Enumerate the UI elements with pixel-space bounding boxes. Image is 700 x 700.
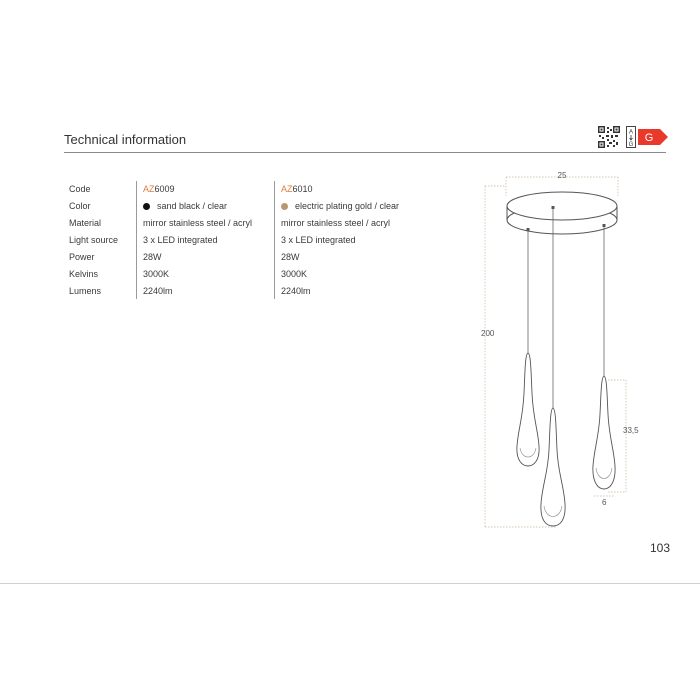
- spec-label: Lumens: [69, 286, 102, 296]
- code-value: AZ6010: [281, 184, 313, 194]
- page-number: 103: [650, 541, 671, 555]
- cables: [528, 208, 604, 408]
- footer-divider: [0, 583, 700, 584]
- energy-label: [626, 126, 670, 148]
- pendant-drop: [593, 376, 615, 489]
- light-source-value: 3 x LED integrated: [281, 235, 356, 245]
- spec-label: Light source: [69, 235, 119, 245]
- energy-scale-bottom: G: [628, 142, 634, 148]
- lumens-value: 2240lm: [143, 286, 173, 296]
- column-divider: [274, 181, 275, 299]
- lumens-value: 2240lm: [281, 286, 311, 296]
- material-value: mirror stainless steel / acryl: [143, 218, 253, 228]
- material-value: mirror stainless steel / acryl: [281, 218, 391, 228]
- color-swatch-icon: [143, 203, 150, 210]
- color-value: electric plating gold / clear: [281, 198, 399, 215]
- spec-label: Color: [69, 201, 91, 211]
- light-source-value: 3 x LED integrated: [143, 235, 218, 245]
- color-value: sand black / clear: [143, 198, 227, 215]
- qr-code-icon: [598, 126, 620, 148]
- kelvins-value: 3000K: [143, 269, 170, 279]
- dim-pendant-height-label: 33,5: [623, 426, 639, 435]
- energy-label-icon: [626, 126, 670, 148]
- energy-class: G: [644, 132, 654, 144]
- kelvins-value: 3000K: [281, 269, 308, 279]
- color-swatch-icon: [281, 203, 288, 210]
- spec-label: Material: [69, 218, 102, 228]
- spec-label: Code: [69, 184, 91, 194]
- spec-label: Power: [69, 252, 95, 262]
- dim-pendant-width-label: 6: [602, 498, 607, 507]
- technical-drawing: [476, 168, 656, 538]
- canopy: [507, 192, 617, 234]
- power-value: 28W: [281, 252, 300, 262]
- power-value: 28W: [143, 252, 162, 262]
- spec-label: Kelvins: [69, 269, 99, 279]
- page-title: Technical information: [64, 132, 187, 147]
- code-value: AZ6009: [143, 184, 175, 194]
- pendant-drops: [517, 353, 615, 526]
- energy-scale-top: A: [628, 129, 634, 136]
- title-divider: [64, 152, 666, 153]
- dim-height-label: 200: [481, 329, 495, 338]
- dim-width-label: 25: [557, 171, 567, 180]
